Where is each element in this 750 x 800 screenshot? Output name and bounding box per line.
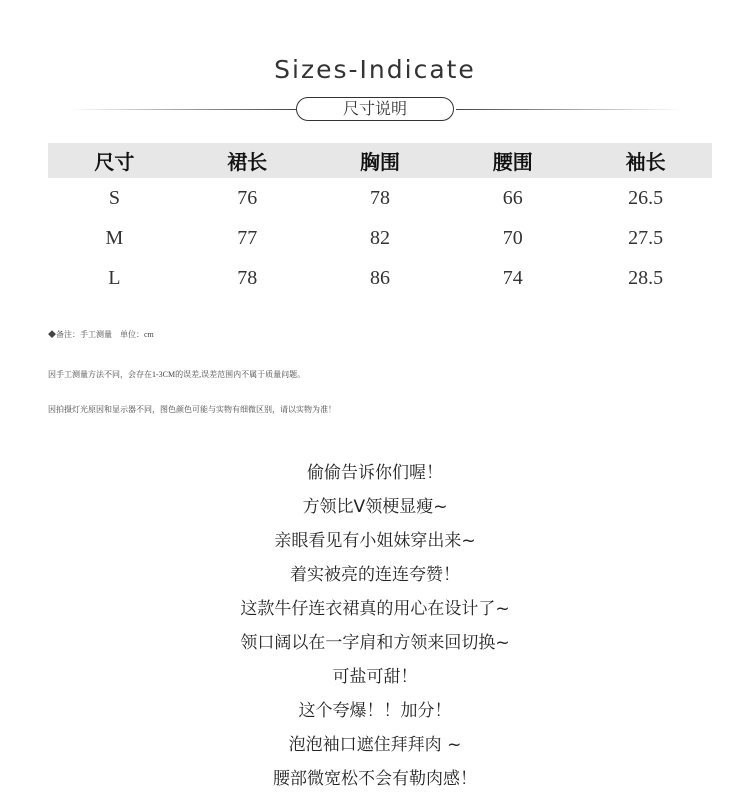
product-description	[0, 456, 750, 796]
table-cell-bust: 82	[369, 226, 390, 249]
table-cell-sleeve-length: 27.5	[628, 226, 664, 249]
table-row	[48, 218, 712, 258]
description-line: 亲眼看见有小姐妹穿出来~	[274, 531, 476, 551]
table-cell-skirt-length: 76	[237, 186, 258, 209]
description-line: 偷偷告诉你们喔！	[307, 463, 443, 483]
title-divider-left	[70, 109, 296, 110]
table-cell-waist: 74	[502, 266, 523, 289]
table-cell-sleeve-length: 28.5	[628, 266, 664, 289]
description-line: 这个夸爆！！加分！	[298, 701, 452, 721]
page-title-chinese-badge: 尺寸说明	[296, 97, 454, 121]
column-header-bust: 胸围	[359, 150, 400, 174]
size-table	[48, 143, 712, 298]
table-cell-skirt-length: 77	[237, 226, 258, 249]
table-cell-size: S	[108, 186, 120, 209]
description-line: 可盐可甜！	[332, 667, 418, 687]
table-cell-bust: 86	[369, 266, 390, 289]
table-row	[48, 178, 712, 218]
description-line: 着实被亮的连连夸赞！	[290, 565, 460, 585]
description-line: 泡泡袖口遮住拜拜肉 ~	[288, 735, 462, 755]
page-title-english: Sizes-Indicate	[274, 55, 476, 84]
table-cell-size: L	[108, 266, 121, 289]
table-cell-sleeve-length: 26.5	[628, 186, 664, 209]
table-cell-size: M	[105, 226, 124, 249]
table-row	[48, 258, 712, 298]
table-cell-skirt-length: 78	[237, 266, 258, 289]
measurement-note: ◆备注：手工测量 单位：cm	[48, 330, 154, 339]
column-header-skirt-length: 裙长	[227, 150, 268, 174]
table-cell-waist: 66	[502, 186, 523, 209]
description-line: 方领比V领梗显瘦~	[302, 497, 448, 517]
column-header-sleeve-length: 袖长	[625, 150, 666, 174]
column-header-waist: 腰围	[492, 150, 533, 174]
table-cell-waist: 70	[502, 226, 523, 249]
size-table-header	[48, 143, 712, 178]
column-header-size: 尺寸	[94, 150, 135, 174]
description-line: 领口阔以在一字肩和方领来回切换~	[240, 633, 510, 653]
error-tolerance-note: 因手工测量方法不同，会存在1-3CM的误差,误差范围内不属于质量问题。	[48, 370, 306, 379]
description-line: 这款牛仔连衣裙真的用心在设计了~	[240, 599, 510, 619]
title-divider-right	[456, 109, 682, 110]
description-line: 腰部微宽松不会有勒肉感！	[273, 769, 477, 789]
table-cell-bust: 78	[369, 186, 390, 209]
color-difference-note: 因拍摄灯光原因和显示器不同，图色颜色可能与实物有细微区别，请以实物为准！	[48, 405, 336, 414]
